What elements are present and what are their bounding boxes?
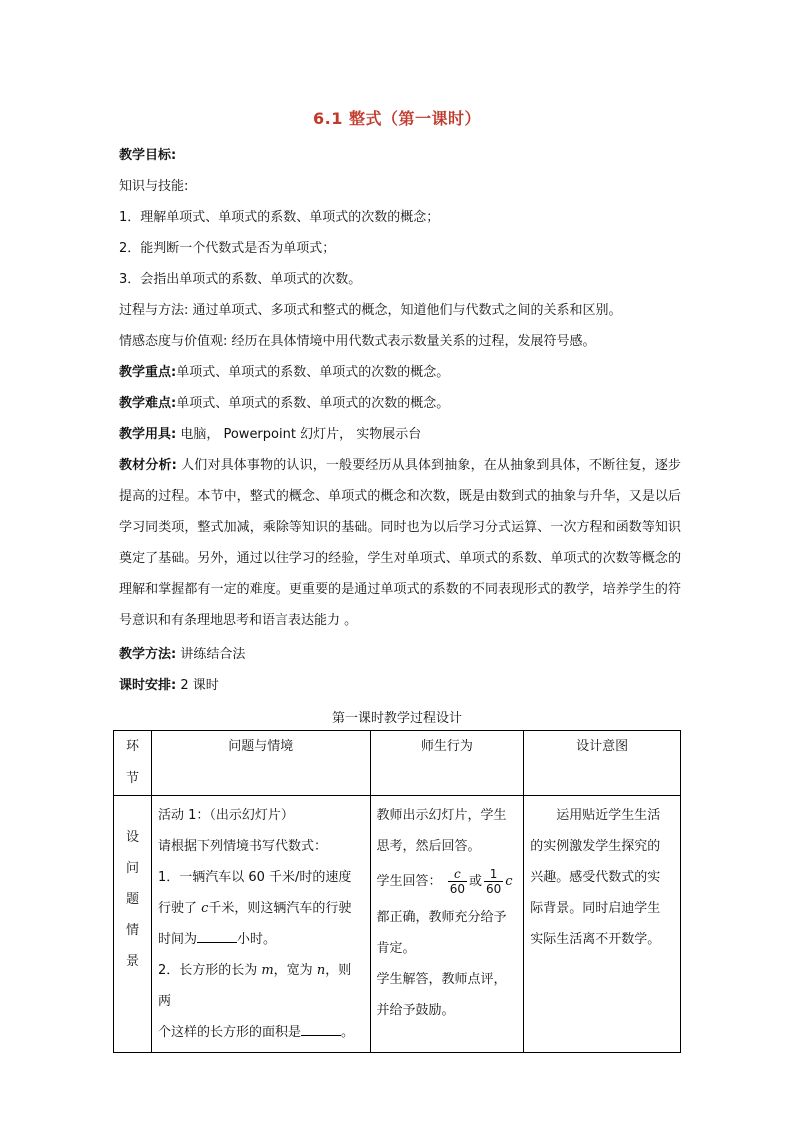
intent-line: 实际生活离不开数学。 xyxy=(530,932,661,947)
intent-line: 际背景。同时启迪学生 xyxy=(530,901,661,916)
analysis-text: 人们对具体事物的认识，一般要经历从具体到抽象，在从抽象到具体，不断往复，逐步提高的过程。本节中，整式的概念、单项式的概念和次数，既是由数到式的抽象与升华，又是以后学习同类项，整式加减，乘除等知识的基础。同时也为以后学习分式运算、一次方程和函数等知识奠定了基础。另外，通过以往学习的经验，学生对单项式、单项式的系数、单项式的次数等概念的理解和掌握都有一定的难度。更重要的是通过单项式的系数的不同表现形式的教学，培养学生的符号意识和有条理地思考和语言表达能力 。 xyxy=(119,458,681,628)
stage-char: 景 xyxy=(125,954,139,969)
question-text: 个这样的长方形的面积是 xyxy=(157,1025,301,1040)
key-point-text: 单项式、单项式的系数、单项式的次数的概念。 xyxy=(176,365,450,380)
action-line: 教师出示幻灯片，学生 xyxy=(376,808,507,823)
key-point xyxy=(119,363,449,383)
header-stage-char-2: 节 xyxy=(125,771,139,786)
process-method: 过程与方法: 通过单项式、多项式和整式的概念，知道他们与代数式之间的关系和区别。 xyxy=(119,303,622,318)
header-stage-char-1: 环 xyxy=(125,739,139,754)
method-label: 教学方法: xyxy=(119,647,177,662)
page-title: 6.1 整式（第一课时） xyxy=(313,109,481,128)
variable-m: m xyxy=(261,963,274,978)
tools-label: 教学用具: xyxy=(119,427,177,442)
variable-c: c xyxy=(505,874,513,889)
fraction-denominator: 60 xyxy=(449,882,465,896)
question-text: 千米，则这辆汽车的行驶 xyxy=(208,901,352,916)
fraction-numerator: 1 xyxy=(484,867,503,882)
difficulty xyxy=(119,394,449,414)
action-cell xyxy=(370,796,524,1053)
table-caption: 第一课时教学过程设计 xyxy=(331,711,462,726)
header-intent: 设计意图 xyxy=(524,731,681,796)
action-line: 学生解答，教师点评， xyxy=(376,972,507,987)
schedule-text: 2 课时 xyxy=(180,678,219,693)
fraction-1-over-60 xyxy=(484,867,503,896)
goal-item-2: 2．能判断一个代数式是否为单项式； xyxy=(119,241,336,256)
answer-blank xyxy=(197,928,237,943)
analysis-label: 教材分析: xyxy=(119,458,177,473)
question-line xyxy=(158,893,364,924)
action-line: 肯定。 xyxy=(376,941,416,956)
tools xyxy=(119,425,421,445)
header-stage xyxy=(114,731,152,796)
stage-char: 问 xyxy=(125,861,139,876)
question-text: 。 xyxy=(340,1025,354,1040)
method xyxy=(119,645,245,665)
table-header-row xyxy=(114,731,681,796)
variable-n: n xyxy=(316,963,326,978)
intent-line: 运用贴近学生生活 xyxy=(556,808,661,823)
answer-blank xyxy=(301,1021,341,1036)
goals-heading: 教学目标: xyxy=(119,148,177,163)
intent-line: 的实例激发学生探究的 xyxy=(530,839,661,854)
emotion-values: 情感态度与价值观: 经历在具体情境中用代数式表示数量关系的过程，发展符号感。 xyxy=(119,334,596,349)
variable-c: c xyxy=(201,901,209,916)
question-line: 活动 1：（出示幻灯片） xyxy=(157,808,294,823)
key-point-label: 教学重点: xyxy=(119,365,177,380)
fraction-denominator: 60 xyxy=(485,882,502,896)
stage-char: 题 xyxy=(125,892,139,907)
difficulty-label: 教学难点: xyxy=(119,396,177,411)
header-question: 问题与情境 xyxy=(151,731,370,796)
action-text: 学生回答： xyxy=(376,874,442,889)
question-line xyxy=(158,924,364,955)
question-line xyxy=(158,1017,364,1048)
analysis-paragraph xyxy=(119,450,681,636)
question-text: ，宽为 xyxy=(273,963,317,978)
difficulty-text: 单项式、单项式的系数、单项式的次数的概念。 xyxy=(176,396,450,411)
question-line: 请根据下列情境书写代数式： xyxy=(157,839,327,854)
question-text: 时间为 xyxy=(157,932,197,947)
question-text: 小时。 xyxy=(236,932,276,947)
intent-line: 兴趣。感受代数式的实 xyxy=(530,870,661,885)
action-line: 思考，然后回答。 xyxy=(376,839,481,854)
schedule xyxy=(119,676,219,696)
goal-item-1: 1．理解单项式、单项式的系数、单项式的次数的概念； xyxy=(119,210,440,225)
table-row xyxy=(114,796,681,1053)
knowledge-skill-label: 知识与技能: xyxy=(119,179,189,194)
fraction-c-over-60 xyxy=(448,867,467,896)
question-cell xyxy=(151,796,370,1053)
question-text: ，则两 xyxy=(157,963,352,1009)
question-line: 1．一辆汽车以 60 千米/时的速度 xyxy=(157,870,352,885)
action-line: 都正确，教师充分给予 xyxy=(376,910,507,925)
method-text: 讲练结合法 xyxy=(180,647,246,662)
question-line xyxy=(158,955,364,1017)
action-line xyxy=(377,862,518,902)
action-line: 并给予鼓励。 xyxy=(376,1003,455,1018)
schedule-label: 课时安排: xyxy=(119,678,177,693)
question-text: 2．长方形的长为 xyxy=(157,963,262,978)
tools-text: 电脑， Powerpoint 幻灯片， 实物展示台 xyxy=(180,427,422,442)
fraction-numerator: c xyxy=(448,867,467,882)
stage-char: 情 xyxy=(125,923,139,938)
stage-cell xyxy=(114,796,152,1053)
or-text: 或 xyxy=(468,874,482,889)
stage-char: 设 xyxy=(125,830,139,845)
question-text: 行驶了 xyxy=(157,901,202,916)
header-action: 师生行为 xyxy=(370,731,524,796)
process-table xyxy=(113,730,681,1053)
goal-item-3: 3．会指出单项式的系数、单项式的次数。 xyxy=(119,272,362,287)
intent-cell xyxy=(524,796,681,1053)
